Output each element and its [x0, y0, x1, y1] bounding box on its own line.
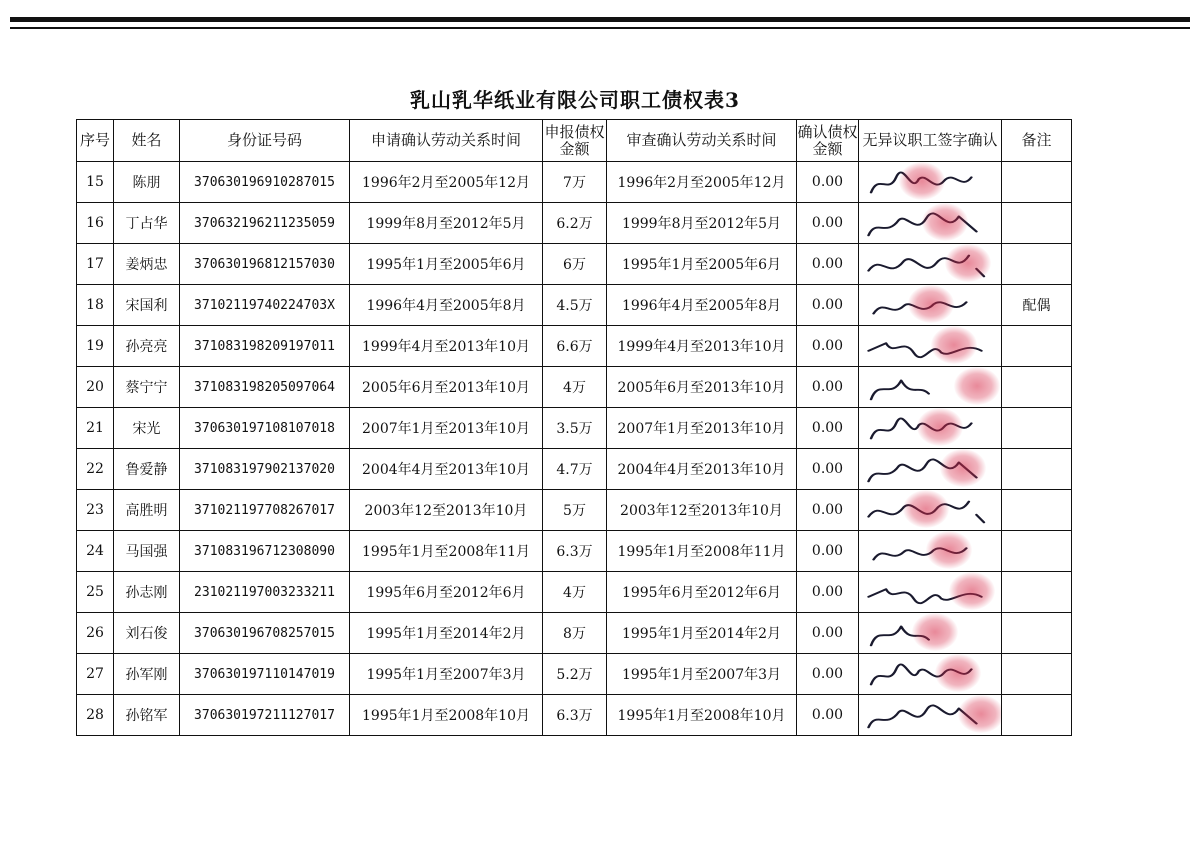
table-row — [77, 572, 1072, 613]
cell-claim-amount: 6万 — [543, 244, 607, 285]
cell-reviewed-period: 1995年6月至2012年6月 — [607, 572, 797, 613]
cell-reviewed-period: 1996年4月至2005年8月 — [607, 285, 797, 326]
cell-name: 陈朋 — [114, 162, 180, 203]
cell-reviewed-period: 1996年2月至2005年12月 — [607, 162, 797, 203]
cell-confirmed-amount: 0.00 — [797, 326, 859, 367]
header-applied-period: 申请确认劳动关系时间 — [350, 120, 543, 162]
cell-claim-amount: 4万 — [543, 367, 607, 408]
cell-applied-period: 1999年8月至2012年5月 — [350, 203, 543, 244]
cell-remark — [1002, 408, 1072, 449]
cell-remark — [1002, 531, 1072, 572]
cell-signature — [859, 244, 1002, 285]
cell-remark — [1002, 449, 1072, 490]
cell-reviewed-period: 1995年1月至2007年3月 — [607, 654, 797, 695]
cell-id: 371021197708267017 — [180, 490, 350, 531]
cell-confirmed-amount: 0.00 — [797, 203, 859, 244]
cell-name: 宋光 — [114, 408, 180, 449]
cell-applied-period: 1995年1月至2014年2月 — [350, 613, 543, 654]
table-row — [77, 490, 1072, 531]
cell-signature — [859, 531, 1002, 572]
handwritten-signature — [861, 576, 999, 610]
handwritten-signature — [861, 658, 999, 692]
cell-claim-amount: 7万 — [543, 162, 607, 203]
cell-claim-amount: 6.6万 — [543, 326, 607, 367]
cell-signature — [859, 695, 1002, 736]
handwritten-signature — [861, 371, 999, 405]
cell-id: 370630196708257015 — [180, 613, 350, 654]
cell-remark — [1002, 244, 1072, 285]
cell-id: 370630197108107018 — [180, 408, 350, 449]
cell-seq: 18 — [77, 285, 114, 326]
handwritten-signature — [861, 494, 999, 528]
table-row — [77, 326, 1072, 367]
cell-seq: 15 — [77, 162, 114, 203]
handwritten-signature — [861, 330, 999, 364]
cell-reviewed-period: 1995年1月至2014年2月 — [607, 613, 797, 654]
cell-id: 370630197110147019 — [180, 654, 350, 695]
cell-name: 刘石俊 — [114, 613, 180, 654]
cell-applied-period: 1996年4月至2005年8月 — [350, 285, 543, 326]
table-row — [77, 203, 1072, 244]
table-header-row — [77, 120, 1072, 162]
table-row — [77, 285, 1072, 326]
cell-name: 马国强 — [114, 531, 180, 572]
cell-applied-period: 1996年2月至2005年12月 — [350, 162, 543, 203]
cell-reviewed-period: 1999年4月至2013年10月 — [607, 326, 797, 367]
cell-remark — [1002, 695, 1072, 736]
cell-seq: 21 — [77, 408, 114, 449]
table-row — [77, 162, 1072, 203]
cell-signature — [859, 367, 1002, 408]
cell-applied-period: 2003年12至2013年10月 — [350, 490, 543, 531]
cell-confirmed-amount: 0.00 — [797, 449, 859, 490]
table-row — [77, 244, 1072, 285]
cell-confirmed-amount: 0.00 — [797, 572, 859, 613]
cell-signature — [859, 449, 1002, 490]
cell-confirmed-amount: 0.00 — [797, 695, 859, 736]
handwritten-signature — [861, 166, 999, 200]
cell-seq: 24 — [77, 531, 114, 572]
cell-claim-amount: 6.2万 — [543, 203, 607, 244]
cell-applied-period: 2007年1月至2013年10月 — [350, 408, 543, 449]
cell-reviewed-period: 2003年12至2013年10月 — [607, 490, 797, 531]
table-row — [77, 531, 1072, 572]
cell-reviewed-period: 1999年8月至2012年5月 — [607, 203, 797, 244]
cell-reviewed-period: 1995年1月至2005年6月 — [607, 244, 797, 285]
cell-confirmed-amount: 0.00 — [797, 654, 859, 695]
header-remark: 备注 — [1002, 120, 1072, 162]
cell-claim-amount: 4万 — [543, 572, 607, 613]
cell-name: 鲁爱静 — [114, 449, 180, 490]
cell-id: 371083196712308090 — [180, 531, 350, 572]
table-row — [77, 367, 1072, 408]
cell-claim-amount: 3.5万 — [543, 408, 607, 449]
cell-name: 丁占华 — [114, 203, 180, 244]
cell-remark — [1002, 613, 1072, 654]
cell-claim-amount: 6.3万 — [543, 695, 607, 736]
cell-id: 231021197003233211 — [180, 572, 350, 613]
cell-name: 孙军刚 — [114, 654, 180, 695]
cell-name: 孙志刚 — [114, 572, 180, 613]
cell-remark — [1002, 203, 1072, 244]
cell-name: 蔡宁宁 — [114, 367, 180, 408]
cell-remark — [1002, 326, 1072, 367]
cell-confirmed-amount: 0.00 — [797, 244, 859, 285]
cell-signature — [859, 654, 1002, 695]
cell-claim-amount: 5万 — [543, 490, 607, 531]
cell-signature — [859, 326, 1002, 367]
cell-seq: 26 — [77, 613, 114, 654]
cell-remark — [1002, 367, 1072, 408]
cell-claim-amount: 5.2万 — [543, 654, 607, 695]
header-reviewed-period: 审查确认劳动关系时间 — [607, 120, 797, 162]
cell-id: 370630196812157030 — [180, 244, 350, 285]
table-row — [77, 654, 1072, 695]
cell-claim-amount: 6.3万 — [543, 531, 607, 572]
cell-seq: 25 — [77, 572, 114, 613]
cell-signature — [859, 490, 1002, 531]
table-row — [77, 695, 1072, 736]
cell-seq: 20 — [77, 367, 114, 408]
table-row — [77, 408, 1072, 449]
cell-name: 孙亮亮 — [114, 326, 180, 367]
header-id: 身份证号码 — [180, 120, 350, 162]
cell-signature — [859, 285, 1002, 326]
handwritten-signature — [861, 248, 999, 282]
cell-applied-period: 1995年1月至2008年11月 — [350, 531, 543, 572]
cell-claim-amount: 8万 — [543, 613, 607, 654]
cell-remark — [1002, 162, 1072, 203]
document-title: 乳山乳华纸业有限公司职工债权表3 — [410, 88, 740, 112]
cell-id: 371083197902137020 — [180, 449, 350, 490]
cell-claim-amount: 4.7万 — [543, 449, 607, 490]
cell-remark: 配偶 — [1002, 285, 1072, 326]
header-confirmed-amount: 确认债权金额 — [797, 120, 859, 162]
cell-applied-period: 1995年6月至2012年6月 — [350, 572, 543, 613]
cell-reviewed-period: 1995年1月至2008年10月 — [607, 695, 797, 736]
cell-seq: 17 — [77, 244, 114, 285]
header-seq: 序号 — [77, 120, 114, 162]
cell-applied-period: 2005年6月至2013年10月 — [350, 367, 543, 408]
cell-seq: 23 — [77, 490, 114, 531]
cell-seq: 27 — [77, 654, 114, 695]
header-rule-thin — [10, 27, 1190, 29]
cell-name: 高胜明 — [114, 490, 180, 531]
cell-id: 370632196211235059 — [180, 203, 350, 244]
cell-applied-period: 1995年1月至2007年3月 — [350, 654, 543, 695]
cell-confirmed-amount: 0.00 — [797, 490, 859, 531]
cell-reviewed-period: 2004年4月至2013年10月 — [607, 449, 797, 490]
cell-confirmed-amount: 0.00 — [797, 367, 859, 408]
handwritten-signature — [861, 207, 999, 241]
cell-applied-period: 2004年4月至2013年10月 — [350, 449, 543, 490]
cell-id: 370630196910287015 — [180, 162, 350, 203]
cell-name: 宋国利 — [114, 285, 180, 326]
header-rule-thick — [10, 17, 1190, 22]
claims-table — [76, 119, 1072, 736]
handwritten-signature — [861, 535, 999, 569]
cell-applied-period: 1995年1月至2005年6月 — [350, 244, 543, 285]
table-row — [77, 613, 1072, 654]
cell-signature — [859, 613, 1002, 654]
cell-name: 姜炳忠 — [114, 244, 180, 285]
cell-id: 37102119740224703X — [180, 285, 350, 326]
cell-id: 371083198209197011 — [180, 326, 350, 367]
handwritten-signature — [861, 699, 999, 733]
header-claim-amount: 申报债权金额 — [543, 120, 607, 162]
cell-signature — [859, 203, 1002, 244]
cell-name: 孙铭军 — [114, 695, 180, 736]
cell-seq: 19 — [77, 326, 114, 367]
cell-confirmed-amount: 0.00 — [797, 162, 859, 203]
cell-reviewed-period: 2007年1月至2013年10月 — [607, 408, 797, 449]
cell-remark — [1002, 654, 1072, 695]
cell-reviewed-period: 1995年1月至2008年11月 — [607, 531, 797, 572]
cell-seq: 28 — [77, 695, 114, 736]
cell-signature — [859, 162, 1002, 203]
cell-signature — [859, 572, 1002, 613]
handwritten-signature — [861, 617, 999, 651]
cell-remark — [1002, 572, 1072, 613]
cell-applied-period: 1995年1月至2008年10月 — [350, 695, 543, 736]
header-name: 姓名 — [114, 120, 180, 162]
cell-signature — [859, 408, 1002, 449]
cell-confirmed-amount: 0.00 — [797, 408, 859, 449]
cell-reviewed-period: 2005年6月至2013年10月 — [607, 367, 797, 408]
cell-claim-amount: 4.5万 — [543, 285, 607, 326]
cell-confirmed-amount: 0.00 — [797, 531, 859, 572]
header-signature: 无异议职工签字确认 — [859, 120, 1002, 162]
cell-confirmed-amount: 0.00 — [797, 285, 859, 326]
table-row — [77, 449, 1072, 490]
cell-seq: 22 — [77, 449, 114, 490]
cell-confirmed-amount: 0.00 — [797, 613, 859, 654]
handwritten-signature — [861, 453, 999, 487]
handwritten-signature — [861, 412, 999, 446]
cell-id: 370630197211127017 — [180, 695, 350, 736]
cell-remark — [1002, 490, 1072, 531]
handwritten-signature — [861, 289, 999, 323]
cell-id: 371083198205097064 — [180, 367, 350, 408]
cell-applied-period: 1999年4月至2013年10月 — [350, 326, 543, 367]
cell-seq: 16 — [77, 203, 114, 244]
